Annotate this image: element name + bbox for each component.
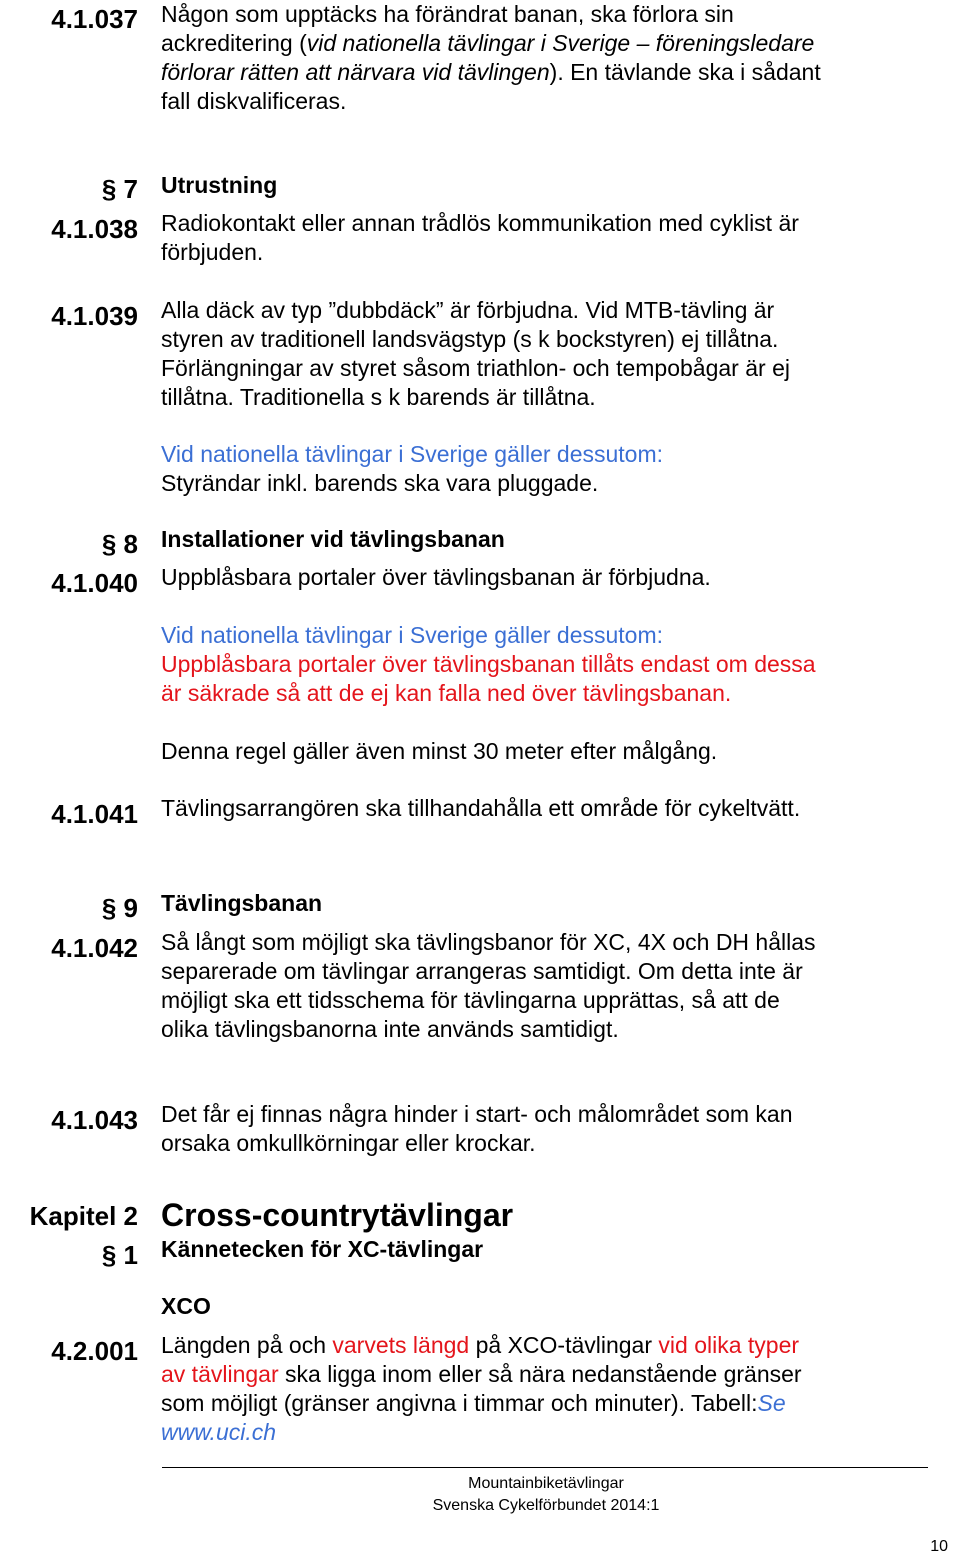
rule-red-text-4-1-040: Uppblåsbara portaler över tävlingsbanan tillåts endast om dessa är säkrade så att de ej kan falla ned över tävlingsbanan. xyxy=(161,651,816,706)
national-rule-italic: vid nationella tävlingar i Sverige – föreningsledare förlorar rätten att närvara vid tävlingen xyxy=(161,30,815,85)
rule-number-4-1-041: 4.1.041 xyxy=(51,799,138,829)
rule-text-part: ). En tävlande ska i sådant fall diskvalificeras. xyxy=(161,59,821,114)
footer-divider xyxy=(162,1467,928,1468)
section-number-8: § 8 xyxy=(101,529,138,559)
section-title-utrustning: Utrustning xyxy=(161,172,278,198)
red-text: vid olika typer av tävlingar xyxy=(161,1332,800,1387)
section-number-1: § 1 xyxy=(101,1240,138,1270)
rule-number-4-1-040: 4.1.040 xyxy=(51,568,138,598)
red-text: varvets längd xyxy=(332,1332,470,1358)
page-number: 10 xyxy=(930,1538,948,1555)
subheading-xco: XCO xyxy=(161,1293,211,1319)
rule-number-4-1-037: 4.1.037 xyxy=(51,4,138,34)
rule-text-part: ska ligga inom eller så nära nedanstående gränser som möjligt (gränser angivna i timmar och minuter). Tabell: xyxy=(161,1361,802,1416)
rule-text-4-1-040: Uppblåsbara portaler över tävlingsbanan är förbjudna. xyxy=(161,564,711,590)
rule-text-4-1-039: Alla däck av typ ”dubbdäck” är förbjudna. Vid MTB-tävling är styren av traditionell landsvägstyp (s k bockstyren) ej tillåtna. Förlängningar av styret såsom triathlon- och tempobågar är ej tillåtna. Traditionella s k barends är tillåtna. xyxy=(161,297,790,410)
rule-number-4-1-038: 4.1.038 xyxy=(51,214,138,244)
rule-number-4-1-043: 4.1.043 xyxy=(51,1105,138,1135)
rule-number-4-1-042: 4.1.042 xyxy=(51,933,138,963)
rule-text-4-1-038: Radiokontakt eller annan trådlös kommunikation med cyklist är förbjuden. xyxy=(161,210,799,265)
rule-text-part: Någon som upptäcks ha förändrat banan, ska förlora sin ackreditering ( xyxy=(161,1,734,56)
footer-title: Mountainbiketävlingar xyxy=(468,1475,624,1492)
section-title-tavlingsbanan: Tävlingsbanan xyxy=(161,890,323,916)
chapter-title: Cross-countrytävlingar xyxy=(161,1197,514,1233)
rule-text-4-1-042: Så långt som möjligt ska tävlingsbanor för XC, 4X och DH hållas separerade om tävlingar arrangeras samtidigt. Om detta inte är möjligt ska ett tidsschema för tävlingarna upprättas, så att de olika tävlingsbanorna inte används samtidigt. xyxy=(161,929,816,1042)
national-note: Vid nationella tävlingar i Sverige gäller dessutom: xyxy=(161,441,664,467)
rule-number-4-1-039: 4.1.039 xyxy=(51,301,138,331)
rule-extra-4-1-040: Denna regel gäller även minst 30 meter efter målgång. xyxy=(161,738,718,764)
rule-text-4-1-037 xyxy=(161,0,821,116)
rule-extra-4-1-039: Styrändar inkl. barends ska vara pluggade. xyxy=(161,470,599,496)
rule-text-4-1-041: Tävlingsarrangören ska tillhandahålla ett område för cykeltvätt. xyxy=(161,795,801,821)
rule-text-4-2-001 xyxy=(161,1331,821,1447)
national-note: Vid nationella tävlingar i Sverige gäller dessutom: xyxy=(161,622,664,648)
uci-link[interactable]: Se www.uci.ch xyxy=(161,1390,786,1445)
footer-publisher: Svenska Cykelförbundet 2014:1 xyxy=(432,1497,660,1514)
section-title-installationer: Installationer vid tävlingsbanan xyxy=(161,526,505,552)
chapter-number: Kapitel 2 xyxy=(29,1201,138,1231)
rule-text-4-1-043: Det får ej finnas några hinder i start- och målområdet som kan orsaka omkullkörningar eller krockar. xyxy=(161,1101,793,1156)
rule-number-4-2-001: 4.2.001 xyxy=(51,1336,138,1366)
section-number-9: § 9 xyxy=(101,893,138,923)
rule-text-part: på XCO-tävlingar xyxy=(469,1332,659,1358)
section-number-7: § 7 xyxy=(101,174,138,204)
section-title-kannetecken: Kännetecken för XC-tävlingar xyxy=(161,1236,484,1262)
rule-text-part: Längden på och xyxy=(161,1332,333,1358)
